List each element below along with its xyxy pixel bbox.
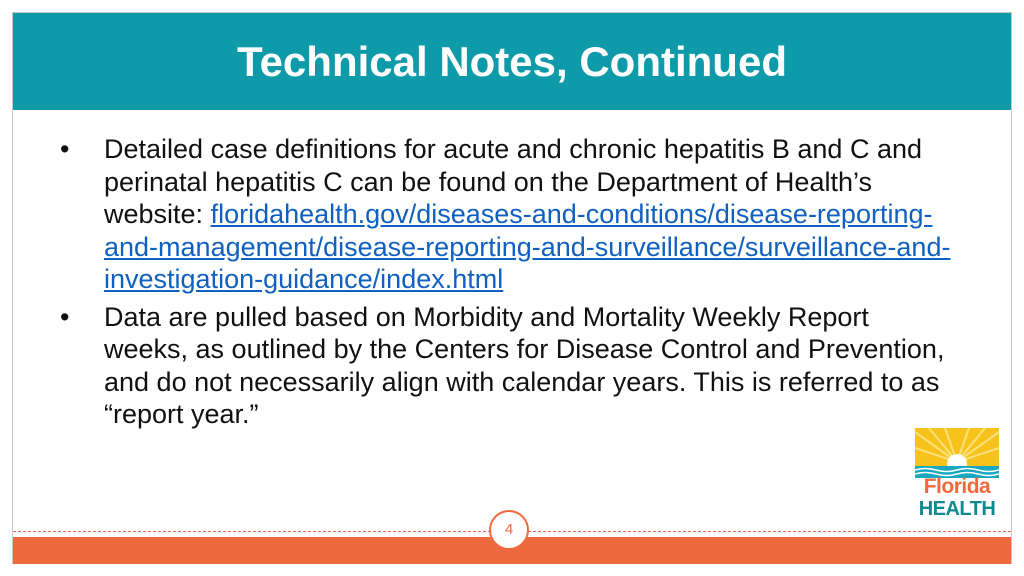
- bullet-item: [60, 301, 960, 431]
- bullet-text: Data are pulled based on Morbidity and Mortality Weekly Report weeks, as outlined by the Centers for Disease Control and Prevention, and do not necessarily align with calendar years. This is referred to as “report year.”: [104, 301, 945, 429]
- website-link[interactable]: floridahealth.gov/diseases-and-conditions/disease-reporting-and-management/disease-reporting-and-surveillance/surveillance-and-investigation-guidance/index.html: [104, 199, 951, 294]
- logo-health-text: HEALTH: [918, 498, 996, 520]
- bullet-list: [60, 133, 960, 436]
- logo-florida-text: Florida: [923, 475, 991, 498]
- sun-over-water-icon: [915, 428, 999, 478]
- bullet-marker: •: [60, 301, 70, 332]
- page-number: 4: [489, 510, 529, 550]
- bullet-text: Detailed case definitions for acute and chronic hepatitis B and C and perinatal hepatitis C can be found on the Department of Health’s website:: [104, 134, 923, 229]
- slide-title: Technical Notes, Continued: [237, 38, 787, 85]
- bullet-marker: •: [60, 134, 70, 164]
- florida-health-logo: [915, 428, 999, 520]
- bullet-item: [60, 133, 960, 296]
